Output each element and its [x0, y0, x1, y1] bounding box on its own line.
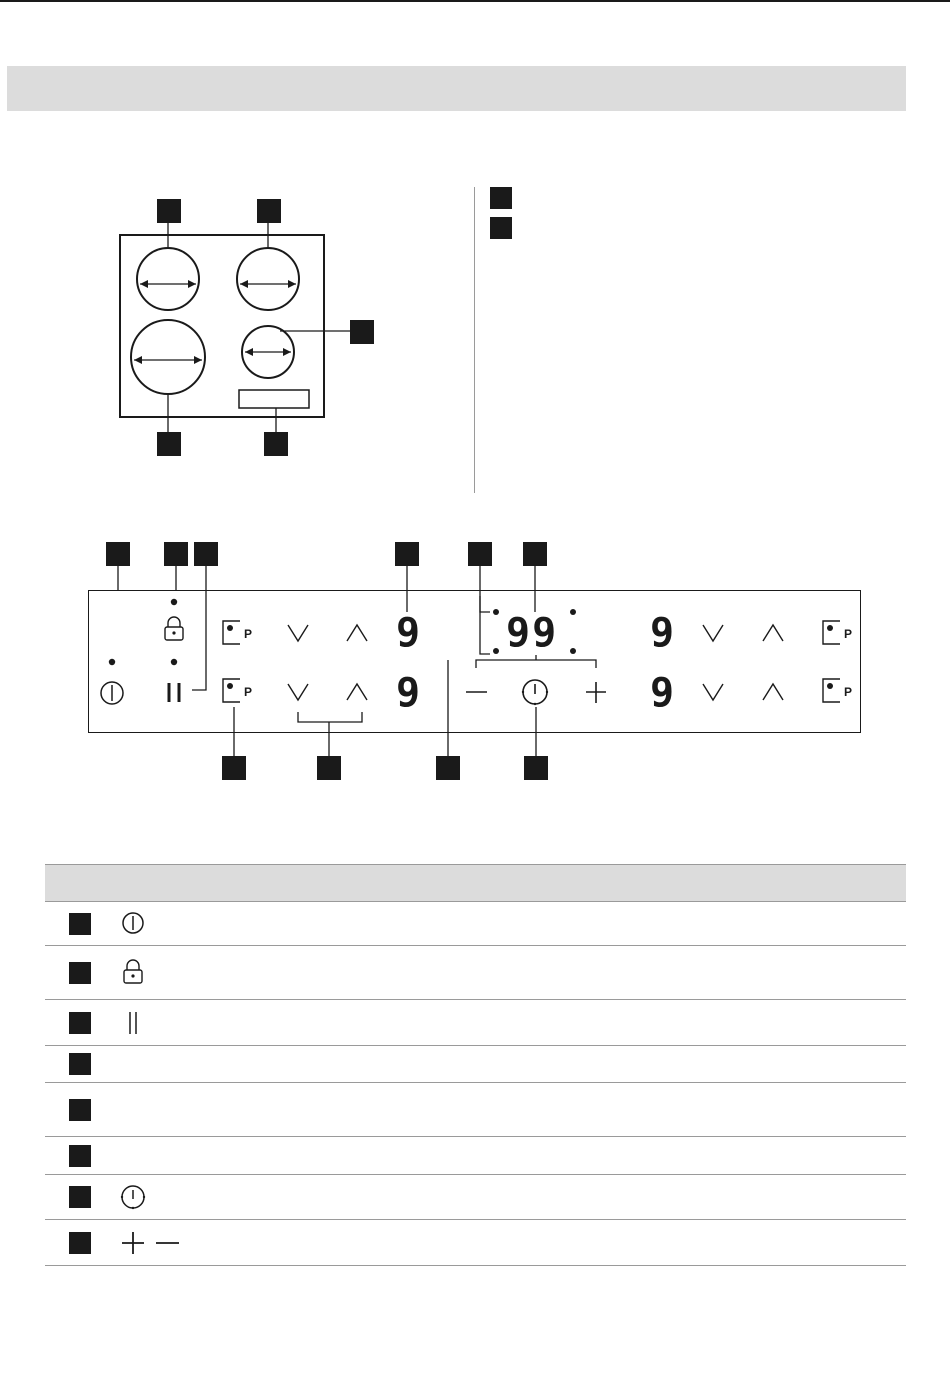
- table-row: [45, 946, 906, 1000]
- row-marker: [69, 1053, 91, 1075]
- boost-label: P: [244, 685, 253, 699]
- down-arrow-icon: [703, 684, 723, 700]
- boost-label: P: [244, 627, 253, 641]
- comment-cell: [463, 1046, 906, 1083]
- callout-marker: [194, 542, 218, 566]
- pause-icon: [169, 683, 179, 702]
- zone-display-rear-right: 9: [650, 610, 675, 656]
- row-marker: [69, 1232, 91, 1254]
- function-cell: [223, 946, 463, 1000]
- power-icon: [101, 682, 123, 704]
- function-cell: [223, 1220, 463, 1266]
- header-cell: [223, 865, 463, 902]
- header-cell: [463, 865, 906, 902]
- symbol-cell: [113, 1083, 223, 1137]
- header-cell: [45, 865, 113, 902]
- comment-cell: [463, 1083, 906, 1137]
- comment-cell: [463, 1175, 906, 1220]
- comment-cell: [463, 1220, 906, 1266]
- row-marker: [69, 1099, 91, 1121]
- table-row: [45, 1083, 906, 1137]
- row-marker: [69, 1012, 91, 1034]
- table-row: [45, 1137, 906, 1175]
- function-cell: [223, 1083, 463, 1137]
- boost-label: P: [844, 685, 853, 699]
- table-row: [45, 1000, 906, 1046]
- zone-display-rear-left: 9: [396, 610, 421, 656]
- callout-marker: [222, 756, 246, 780]
- pause-icon: [113, 1008, 153, 1038]
- comment-cell: [463, 1000, 906, 1046]
- symbol-cell: [113, 1046, 223, 1083]
- row-marker: [69, 1145, 91, 1167]
- zone-display-front-left: 9: [396, 670, 421, 716]
- down-arrow-icon: [288, 625, 308, 641]
- callout-marker: [395, 542, 419, 566]
- callout-marker: [523, 542, 547, 566]
- down-arrow-icon: [703, 625, 723, 641]
- callout-marker: [317, 756, 341, 780]
- callout-marker: [468, 542, 492, 566]
- table-row: [45, 1046, 906, 1083]
- plus-minus-icons: [113, 1228, 193, 1258]
- row-marker: [69, 1186, 91, 1208]
- boost-label: P: [844, 627, 853, 641]
- timer-icon: [523, 680, 547, 704]
- function-cell: [223, 1137, 463, 1175]
- table-row: [45, 1220, 906, 1266]
- up-arrow-icon: [347, 625, 367, 641]
- sensor-field-table: [45, 864, 906, 1266]
- down-arrow-icon: [288, 684, 308, 700]
- power-icon: [113, 909, 153, 939]
- callout-marker: [524, 756, 548, 780]
- table-header: [45, 865, 906, 902]
- timer-icon: [113, 1182, 153, 1212]
- comment-cell: [463, 1137, 906, 1175]
- timer-display: 99: [506, 610, 559, 656]
- function-cell: [223, 1046, 463, 1083]
- callout-marker: [164, 542, 188, 566]
- header-cell: [113, 865, 223, 902]
- zone-display-front-right: 9: [650, 670, 675, 716]
- function-cell: [223, 1175, 463, 1220]
- row-marker: [69, 913, 91, 935]
- symbol-cell: [113, 1137, 223, 1175]
- table-row: [45, 902, 906, 946]
- callout-marker: [436, 756, 460, 780]
- up-arrow-icon: [763, 684, 783, 700]
- comment-cell: [463, 946, 906, 1000]
- row-marker: [69, 962, 91, 984]
- callout-marker: [106, 542, 130, 566]
- up-arrow-icon: [347, 684, 367, 700]
- function-cell: [223, 902, 463, 946]
- up-arrow-icon: [763, 625, 783, 641]
- function-cell: [223, 1000, 463, 1046]
- table-row: [45, 1175, 906, 1220]
- lock-icon: [113, 958, 153, 988]
- lock-icon: [165, 617, 183, 640]
- plus-icon: [586, 682, 606, 703]
- comment-cell: [463, 902, 906, 946]
